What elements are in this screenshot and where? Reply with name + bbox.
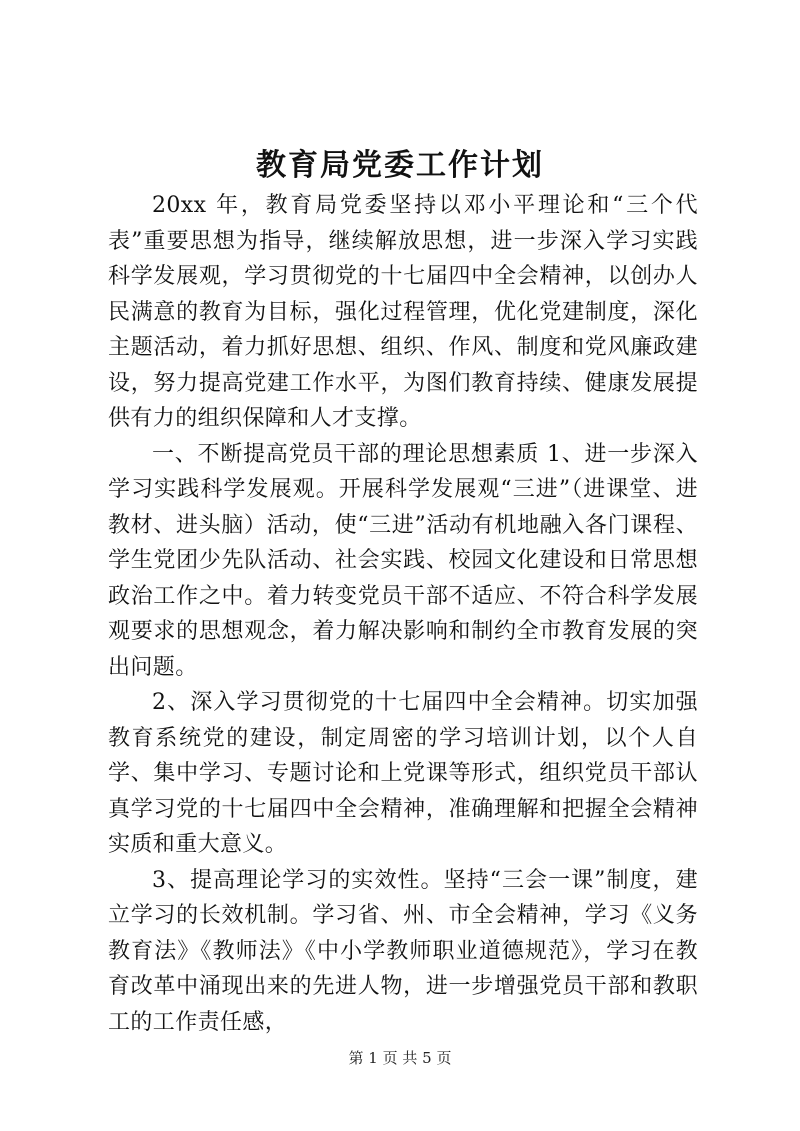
paragraph-section-1: 一、不断提高党员干部的理论思想素质 1、进一步深入学习实践科学发展观。开展科学发展观“三进”（进课堂、进教材、进头脑）活动，使“三进”活动有机地融入各门课程、学生党团少先队活动、社会实践、校园文化建设和日常思想政治工作之中。着力转变党员干部不适应、不符合科学发展观要求的思想观念，着力解决影响和制约全市教育发展的突出问题。	[108, 441, 698, 680]
paragraph-item-2: 2、深入学习贯彻党的十七届四中全会精神。切实加强教育系统党的建设，制定周密的学习培训计划，以个人自学、集中学习、专题讨论和上党课等形式，组织党员干部认真学习党的十七届四中全会精神，准确理解和把握全会精神实质和重大意义。	[108, 690, 698, 857]
paragraph-item-3: 3、提高理论学习的实效性。坚持“三会一课”制度，建立学习的长效机制。学习省、州、市全会精神，学习《义务教育法》《教师法》《中小学教师职业道德规范》，学习在教育改革中涌现出来的先进人物，进一步增强党员干部和教职工的工作责任感，	[108, 867, 698, 1035]
page-footer: 第 1 页 共 5 页	[348, 1049, 452, 1067]
document-body	[108, 188, 698, 1040]
document-title: 教育局党委工作计划	[256, 148, 544, 183]
paragraph-intro: 20xx 年，教育局党委坚持以邓小平理论和“三个代表”重要思想为指导，继续解放思想，进一步深入学习实践科学发展观，学习贯彻党的十七届四中全会精神，以创办人民满意的教育为目标，强化过程管理，优化党建制度，深化主题活动，着力抓好思想、组织、作风、制度和党风廉政建设，努力提高党建工作水平，为图们教育持续、健康发展提供有力的组织保障和人才支撑。	[108, 193, 698, 431]
